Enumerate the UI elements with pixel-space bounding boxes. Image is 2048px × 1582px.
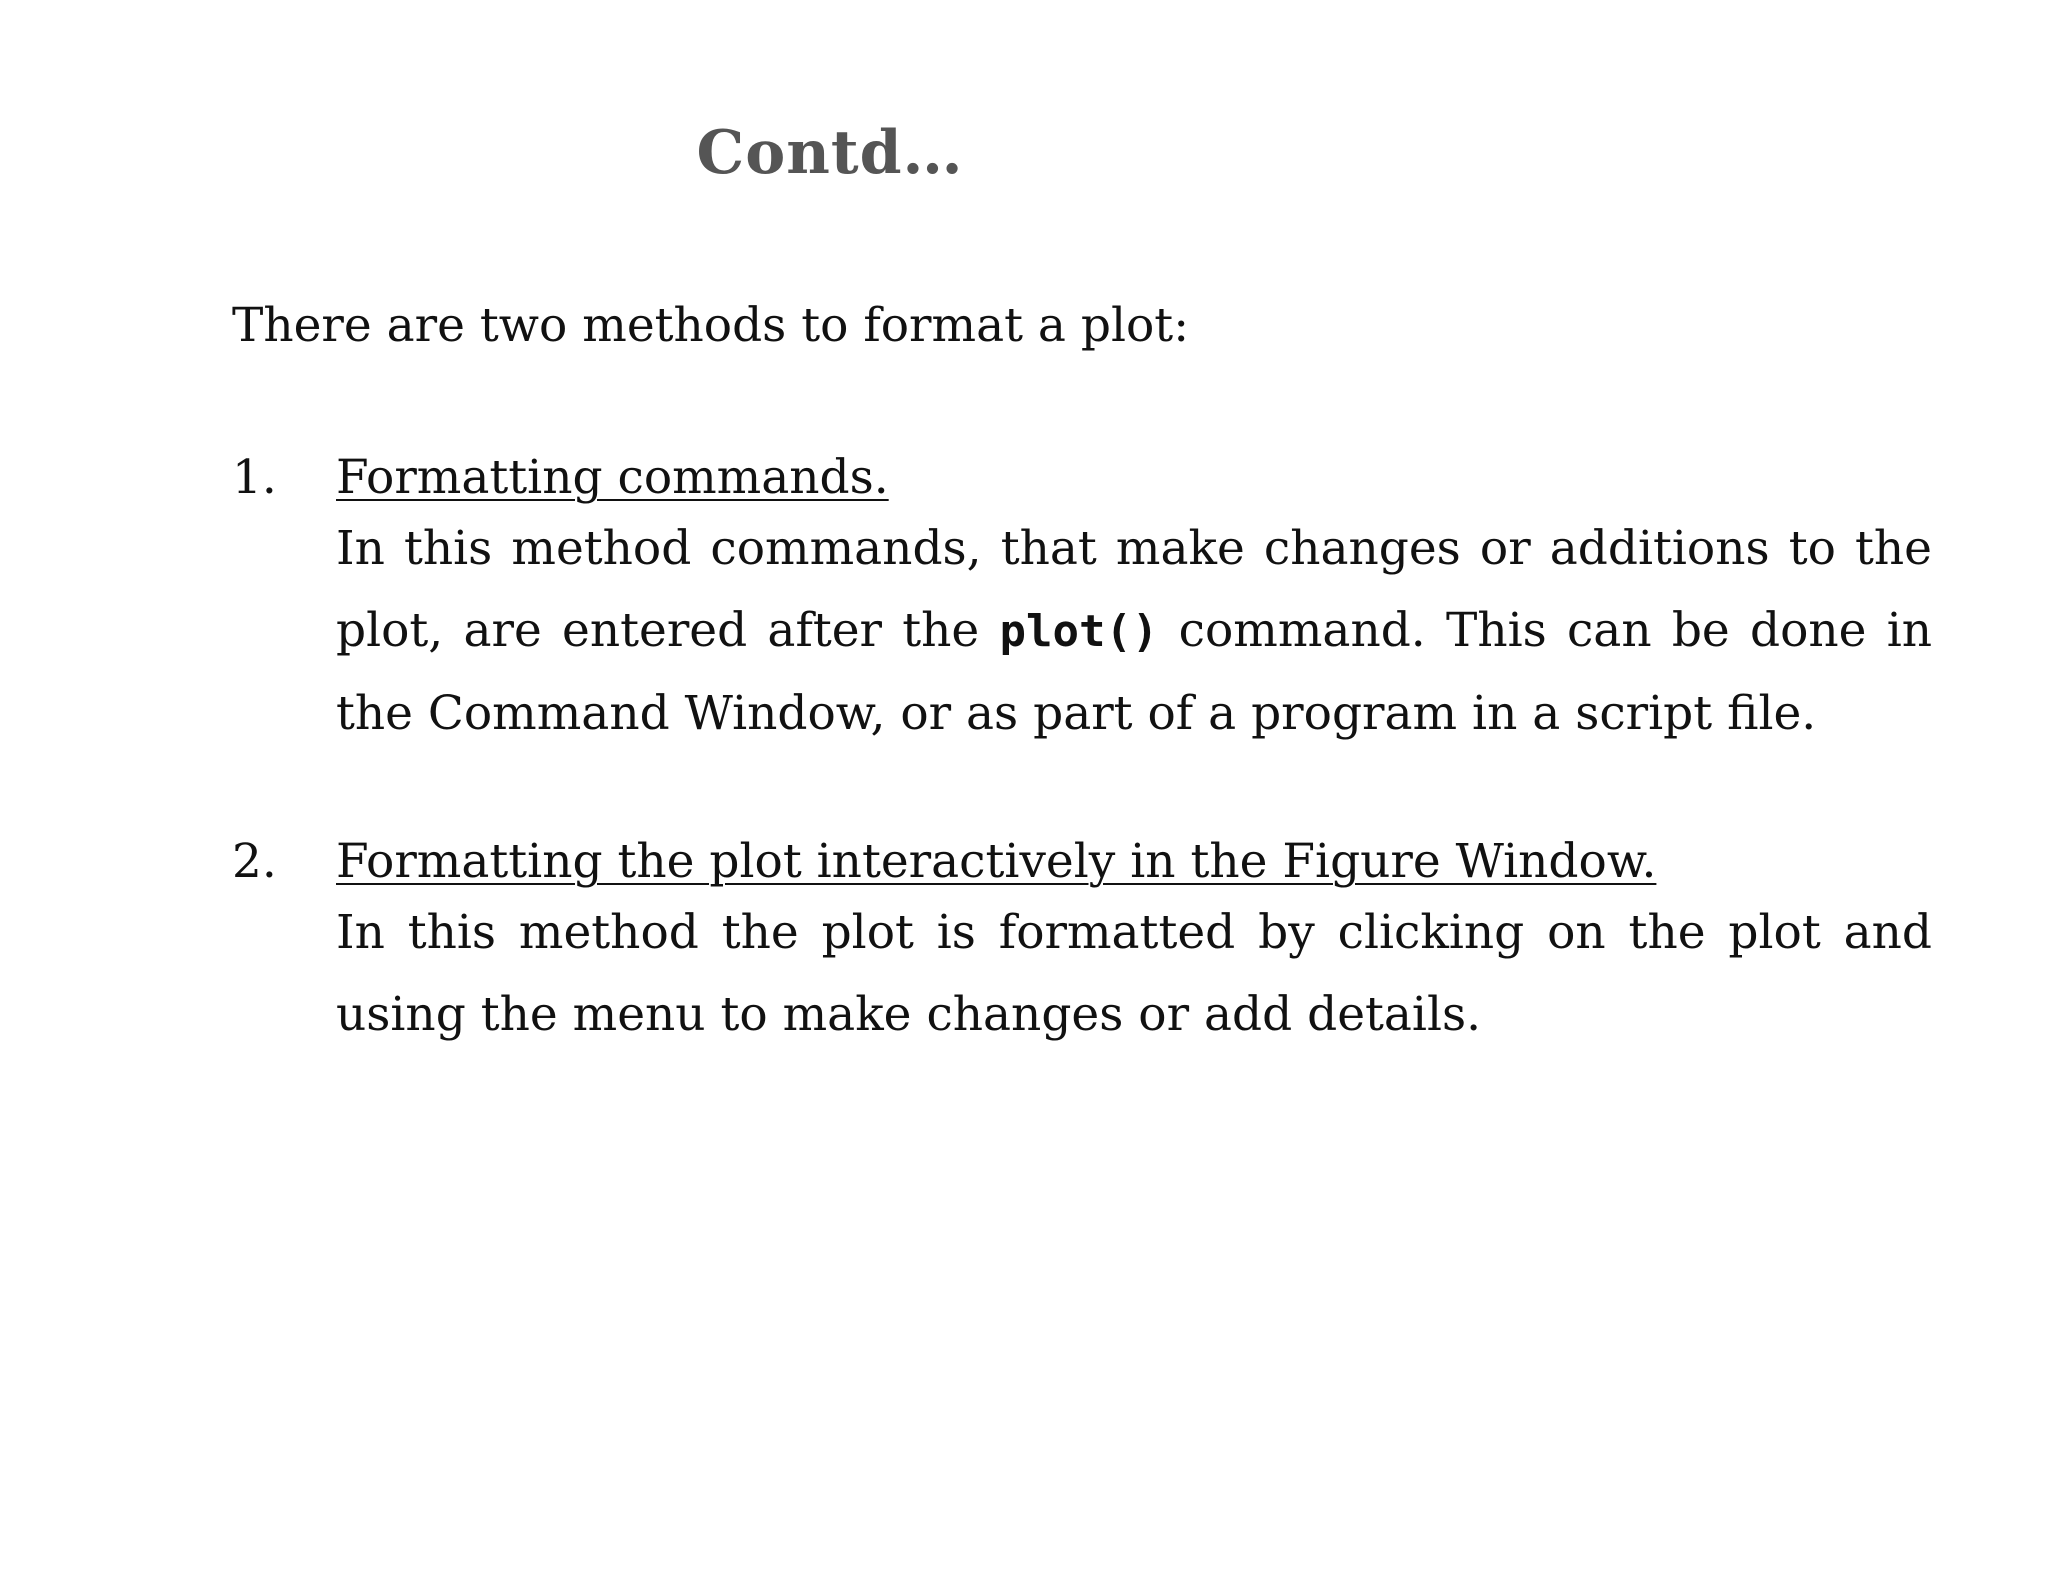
list-item-body — [336, 448, 1932, 755]
list-item-heading: Formatting commands. — [336, 450, 889, 505]
list-item-number: 1. — [232, 450, 277, 505]
list-item-body — [336, 832, 1932, 1056]
list-item-number: 2. — [232, 834, 277, 889]
text-after-code: command. This can be done in the Command Window, or as part of a program in a script file. — [336, 603, 1932, 741]
list-item-text: In this method the plot is formatted by clicking on the plot and using the menu to make changes or add details. — [336, 905, 1932, 1042]
code-snippet: plot() — [999, 606, 1159, 657]
list-item-text — [336, 508, 1932, 755]
text-before-code: In this method commands, that make changes or additions to the plot, are entered after the — [336, 521, 1932, 658]
intro-text: There are two methods to format a plot: — [232, 298, 1190, 353]
list-item-heading: Formatting the plot interactively in the Figure Window. — [336, 834, 1657, 889]
page-title: Contd… — [696, 118, 964, 188]
